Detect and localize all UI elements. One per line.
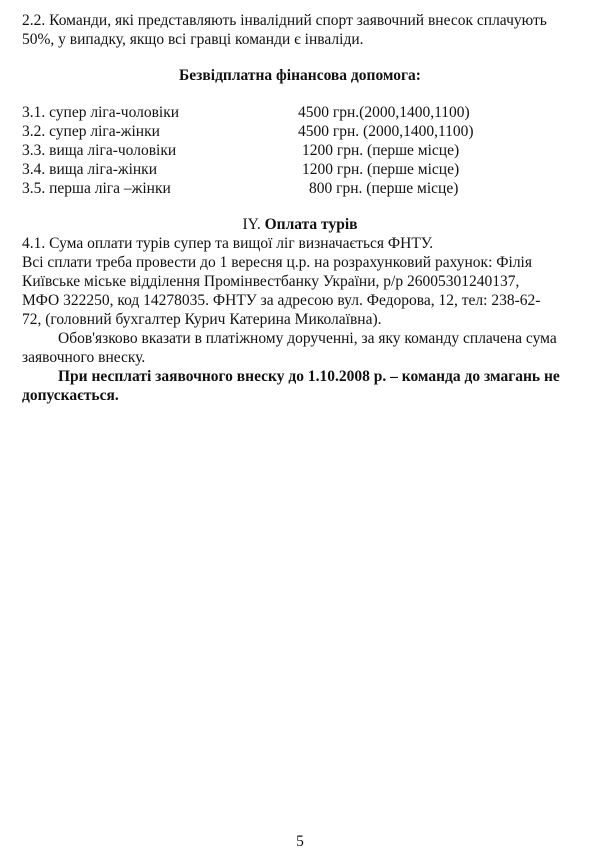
support-item-3-label: 3.3. вища ліга-чоловіки xyxy=(22,142,177,159)
section-4-roman: IY. xyxy=(242,216,261,233)
support-item-5-amount: 800 грн. (перше місце) xyxy=(309,180,459,197)
support-item-3-amount: 1200 грн. (перше місце) xyxy=(302,142,460,159)
section-4-p4-line-1: При несплаті заявочного внеску до 1.10.2008 р. – команда до змагань не xyxy=(58,368,560,385)
support-item-4-label: 3.4. вища ліга-жінки xyxy=(22,161,158,178)
intro-line-1: 2.2. Команди, які представляють інвалідний спорт заявочний внесок сплачують xyxy=(22,12,547,29)
support-item-4-amount: 1200 грн. (перше місце) xyxy=(302,161,460,178)
section-4-p2-line-2: Київське міське відділення Промінвестбанку України, р/р 26005301240137, xyxy=(22,273,520,290)
section-4-p4-line-2: допускається. xyxy=(22,387,119,404)
section-4-p2-line-4: 72, (головний бухгалтер Курич Катерина Миколаївна). xyxy=(22,311,382,328)
section-4-p3-line-2: заявочного внеску. xyxy=(22,349,146,366)
section-4-p1: 4.1. Сума оплати турів супер та вищої ліг визначається ФНТУ. xyxy=(22,235,434,252)
support-item-1-amount: 4500 грн.(2000,1400,1100) xyxy=(298,104,470,121)
support-heading: Безвідплатна фінансова допомога: xyxy=(179,67,421,84)
section-4-title: Оплата турів xyxy=(264,216,358,233)
section-4-p2-line-1: Всі сплати треба провести до 1 вересня ц.р. на розрахунковий рахунок: Філія xyxy=(22,254,532,271)
section-4-p3-line-1: Обов'язково вказати в платіжному дорученні, за яку команду сплачена сума xyxy=(58,330,557,347)
support-item-2-label: 3.2. супер ліга-жінки xyxy=(22,123,160,140)
support-item-5-label: 3.5. перша ліга –жінки xyxy=(22,180,171,197)
page-number: 5 xyxy=(296,833,304,850)
section-4-p2-line-3: МФО 322250, код 14278035. ФНТУ за адресою вул. Федорова, 12, тел: 238-62- xyxy=(22,292,541,309)
support-item-1-label: 3.1. супер ліга-чоловіки xyxy=(22,104,180,121)
intro-line-2: 50%, у випадку, якщо всі гравці команди є інваліди. xyxy=(22,31,364,48)
support-item-2-amount: 4500 грн. (2000,1400,1100) xyxy=(298,123,474,140)
section-4-heading xyxy=(0,216,600,234)
